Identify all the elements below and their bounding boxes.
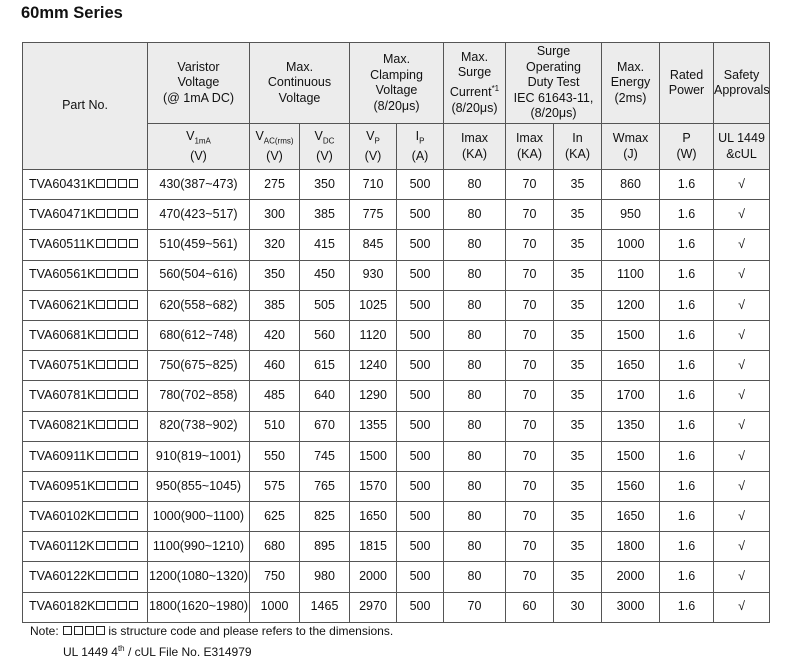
cell-p: 1.6 (660, 411, 714, 441)
cell-imax1: 80 (444, 562, 506, 592)
structure-code-boxes (95, 479, 138, 493)
cell-imax2: 70 (506, 562, 554, 592)
cell-ip: 500 (397, 592, 444, 622)
cell-imax2: 70 (506, 381, 554, 411)
cell-ul: √ (714, 200, 770, 230)
cell-vv: 1800(1620~1980) (148, 592, 250, 622)
max-clamping-voltage-header: Max. Clamping Voltage (8/20μs) (350, 43, 444, 124)
cell-in: 35 (554, 320, 602, 350)
table-row (23, 351, 770, 381)
cell-imax1: 80 (444, 502, 506, 532)
vdc-unit-header: $V_{DC}$ (V) (300, 124, 350, 170)
part-no-header: Part No. (23, 43, 148, 170)
part-number-cell (23, 502, 148, 532)
table-row (23, 290, 770, 320)
structure-code-boxes (95, 509, 138, 523)
cell-p: 1.6 (660, 532, 714, 562)
cell-vac: 625 (250, 502, 300, 532)
part-number: TVA60681K (29, 327, 96, 342)
max-surge-current-header: Max. Surge Current$^{*1}$ (8/20μs) (444, 43, 506, 124)
cell-wmax: 1650 (602, 502, 660, 532)
part-number: TVA60102K (29, 508, 96, 523)
cell-vv: 430(387~473) (148, 170, 250, 200)
part-number: TVA60471K (29, 207, 96, 222)
cell-vp: 2970 (350, 592, 397, 622)
cell-ip: 500 (397, 351, 444, 381)
part-number: TVA60781K (29, 388, 96, 403)
cell-vv: 780(702~858) (148, 381, 250, 411)
cell-ul: √ (714, 441, 770, 471)
cell-imax2: 70 (506, 441, 554, 471)
cell-ip: 500 (397, 532, 444, 562)
cell-in: 35 (554, 230, 602, 260)
cell-in: 35 (554, 290, 602, 320)
cell-p: 1.6 (660, 502, 714, 532)
cell-imax2: 70 (506, 411, 554, 441)
cell-imax2: 70 (506, 471, 554, 501)
cell-vdc: 385 (300, 200, 350, 230)
safety-approvals-header: Safety Approvals (714, 43, 770, 124)
cell-ul: √ (714, 411, 770, 441)
cell-ul: √ (714, 351, 770, 381)
cell-vdc: 615 (300, 351, 350, 381)
in-unit-header: In (KA) (554, 124, 602, 170)
cell-vdc: 825 (300, 502, 350, 532)
table-row (23, 562, 770, 592)
part-number-cell (23, 441, 148, 471)
cell-in: 35 (554, 170, 602, 200)
table-row (23, 471, 770, 501)
cell-imax1: 80 (444, 351, 506, 381)
cell-wmax: 1650 (602, 351, 660, 381)
cell-imax2: 70 (506, 200, 554, 230)
cell-vac: 460 (250, 351, 300, 381)
cell-vv: 620(558~682) (148, 290, 250, 320)
cell-vdc: 745 (300, 441, 350, 471)
cell-p: 1.6 (660, 562, 714, 592)
part-number-cell (23, 411, 148, 441)
cell-p: 1.6 (660, 441, 714, 471)
cell-imax1: 80 (444, 441, 506, 471)
cell-in: 35 (554, 471, 602, 501)
cell-vac: 275 (250, 170, 300, 200)
page-title: 60mm Series (21, 4, 123, 22)
cell-vac: 420 (250, 320, 300, 350)
cell-imax2: 70 (506, 532, 554, 562)
cell-imax1: 80 (444, 471, 506, 501)
part-number: TVA60561K (29, 267, 96, 282)
cell-ul: √ (714, 290, 770, 320)
rated-power-header: Rated Power (660, 43, 714, 124)
cell-vv: 1100(990~1210) (148, 532, 250, 562)
part-number-cell (23, 351, 148, 381)
cell-imax1: 80 (444, 381, 506, 411)
cell-ul: √ (714, 562, 770, 592)
part-number: TVA60112K (29, 539, 95, 554)
vp-unit-header: $V_P$ (V) (350, 124, 397, 170)
cell-wmax: 1350 (602, 411, 660, 441)
part-number: TVA60911K (29, 448, 95, 463)
cell-p: 1.6 (660, 230, 714, 260)
cell-vac: 350 (250, 260, 300, 290)
table-row (23, 230, 770, 260)
cell-imax1: 80 (444, 230, 506, 260)
cell-p: 1.6 (660, 200, 714, 230)
note-line-2: UL 1449 4th / cUL File No. E314979 (63, 644, 252, 659)
cell-ip: 500 (397, 290, 444, 320)
part-number-cell (23, 592, 148, 622)
cell-vac: 320 (250, 230, 300, 260)
part-number-cell (23, 562, 148, 592)
cell-wmax: 950 (602, 200, 660, 230)
cell-wmax: 2000 (602, 562, 660, 592)
structure-code-boxes (95, 328, 138, 342)
cell-vac: 575 (250, 471, 300, 501)
structure-code-boxes (95, 388, 138, 402)
cell-vp: 1290 (350, 381, 397, 411)
table-row (23, 260, 770, 290)
part-number-cell (23, 532, 148, 562)
cell-imax2: 70 (506, 230, 554, 260)
cell-wmax: 1000 (602, 230, 660, 260)
structure-code-boxes (95, 358, 138, 372)
cell-ip: 500 (397, 411, 444, 441)
cell-vv: 1200(1080~1320) (148, 562, 250, 592)
cell-vv: 470(423~517) (148, 200, 250, 230)
cell-p: 1.6 (660, 351, 714, 381)
cell-imax1: 80 (444, 532, 506, 562)
cell-p: 1.6 (660, 260, 714, 290)
cell-in: 35 (554, 532, 602, 562)
cell-vdc: 765 (300, 471, 350, 501)
structure-code-boxes (95, 237, 138, 251)
cell-ul: √ (714, 381, 770, 411)
cell-p: 1.6 (660, 592, 714, 622)
cell-vp: 1025 (350, 290, 397, 320)
part-number: TVA60122K (29, 569, 96, 584)
table-row (23, 381, 770, 411)
cell-vdc: 560 (300, 320, 350, 350)
cell-wmax: 1560 (602, 471, 660, 501)
structure-code-boxes (95, 569, 138, 583)
part-number-cell (23, 320, 148, 350)
cell-vv: 1000(900~1100) (148, 502, 250, 532)
cell-vac: 485 (250, 381, 300, 411)
header-row-names (23, 43, 770, 124)
cell-vac: 750 (250, 562, 300, 592)
cell-p: 1.6 (660, 290, 714, 320)
cell-wmax: 1100 (602, 260, 660, 290)
cell-ip: 500 (397, 471, 444, 501)
structure-code-boxes (95, 539, 138, 553)
table-row (23, 411, 770, 441)
cell-vp: 1815 (350, 532, 397, 562)
table-row (23, 592, 770, 622)
ip-unit-header: $I_P$ (A) (397, 124, 444, 170)
cell-p: 1.6 (660, 170, 714, 200)
cell-vdc: 670 (300, 411, 350, 441)
part-number: TVA60951K (29, 478, 96, 493)
cell-wmax: 1800 (602, 532, 660, 562)
cell-vdc: 1465 (300, 592, 350, 622)
structure-code-boxes (95, 599, 138, 613)
cell-vp: 1650 (350, 502, 397, 532)
table-row (23, 502, 770, 532)
table-row (23, 320, 770, 350)
cell-ul: √ (714, 592, 770, 622)
part-number-cell (23, 290, 148, 320)
cell-in: 30 (554, 592, 602, 622)
cell-vp: 845 (350, 230, 397, 260)
structure-code-boxes (95, 298, 138, 312)
cell-in: 35 (554, 441, 602, 471)
cell-in: 35 (554, 502, 602, 532)
cell-vp: 775 (350, 200, 397, 230)
cell-vdc: 895 (300, 532, 350, 562)
cell-ul: √ (714, 471, 770, 501)
cell-vac: 550 (250, 441, 300, 471)
spec-table (22, 42, 770, 623)
cell-imax1: 80 (444, 290, 506, 320)
cell-in: 35 (554, 381, 602, 411)
table-row (23, 170, 770, 200)
cell-vdc: 980 (300, 562, 350, 592)
footnote (30, 623, 393, 661)
cell-vdc: 505 (300, 290, 350, 320)
max-continuous-voltage-header: Max. Continuous Voltage (250, 43, 350, 124)
cell-ip: 500 (397, 230, 444, 260)
cell-vv: 510(459~561) (148, 230, 250, 260)
cell-wmax: 1500 (602, 320, 660, 350)
cell-imax2: 60 (506, 592, 554, 622)
cell-ul: √ (714, 260, 770, 290)
cell-vp: 1240 (350, 351, 397, 381)
cell-vv: 750(675~825) (148, 351, 250, 381)
table-row (23, 532, 770, 562)
part-number: TVA60511K (29, 237, 95, 252)
structure-code-boxes (95, 449, 138, 463)
cell-vac: 680 (250, 532, 300, 562)
power-unit-header: P (W) (660, 124, 714, 170)
cell-wmax: 860 (602, 170, 660, 200)
cell-wmax: 3000 (602, 592, 660, 622)
cell-vp: 1355 (350, 411, 397, 441)
part-number-cell (23, 170, 148, 200)
part-number: TVA60621K (29, 297, 96, 312)
cell-imax1: 80 (444, 260, 506, 290)
cell-ip: 500 (397, 200, 444, 230)
cell-imax1: 80 (444, 200, 506, 230)
cell-ul: √ (714, 502, 770, 532)
cell-ul: √ (714, 532, 770, 562)
part-number: TVA60182K (29, 599, 96, 614)
part-number-cell (23, 230, 148, 260)
cell-in: 35 (554, 411, 602, 441)
cell-vv: 680(612~748) (148, 320, 250, 350)
cell-vp: 2000 (350, 562, 397, 592)
surge-duty-test-header: Surge Operating Duty Test IEC 61643-11, (8/20μs) (506, 43, 602, 124)
cell-imax2: 70 (506, 290, 554, 320)
note-line-1: Note: is structure code and please refers to the dimensions. (30, 624, 394, 638)
imax-duty-unit-header: Imax (KA) (506, 124, 554, 170)
part-number-cell (23, 200, 148, 230)
cell-imax1: 70 (444, 592, 506, 622)
varistor-voltage-header: Varistor Voltage (@ 1mA DC) (148, 43, 250, 124)
cell-ip: 500 (397, 170, 444, 200)
cell-vp: 710 (350, 170, 397, 200)
cell-in: 35 (554, 260, 602, 290)
cell-ip: 500 (397, 502, 444, 532)
part-number: TVA60821K (29, 418, 96, 433)
cell-vp: 930 (350, 260, 397, 290)
cell-ip: 500 (397, 381, 444, 411)
cell-vdc: 350 (300, 170, 350, 200)
cell-imax2: 70 (506, 260, 554, 290)
cell-ul: √ (714, 230, 770, 260)
structure-code-boxes (62, 624, 105, 638)
part-number: TVA60751K (29, 357, 96, 372)
ul-unit-header: UL 1449 &cUL (714, 124, 770, 170)
cell-imax1: 80 (444, 170, 506, 200)
cell-vp: 1570 (350, 471, 397, 501)
part-number-cell (23, 260, 148, 290)
cell-ul: √ (714, 320, 770, 350)
part-number: TVA60431K (29, 176, 96, 191)
cell-vac: 385 (250, 290, 300, 320)
cell-p: 1.6 (660, 381, 714, 411)
cell-ip: 500 (397, 260, 444, 290)
cell-vdc: 450 (300, 260, 350, 290)
cell-vv: 560(504~616) (148, 260, 250, 290)
table-row (23, 200, 770, 230)
cell-wmax: 1200 (602, 290, 660, 320)
cell-vdc: 415 (300, 230, 350, 260)
cell-ip: 500 (397, 562, 444, 592)
cell-ul: √ (714, 170, 770, 200)
cell-vv: 820(738~902) (148, 411, 250, 441)
cell-imax2: 70 (506, 170, 554, 200)
vac-unit-header: $V_{AC(rms)}$ (V) (250, 124, 300, 170)
cell-vdc: 640 (300, 381, 350, 411)
structure-code-boxes (95, 418, 138, 432)
cell-ip: 500 (397, 320, 444, 350)
max-energy-header: Max. Energy (2ms) (602, 43, 660, 124)
cell-ip: 500 (397, 441, 444, 471)
cell-in: 35 (554, 562, 602, 592)
cell-imax2: 70 (506, 320, 554, 350)
cell-wmax: 1700 (602, 381, 660, 411)
cell-vp: 1120 (350, 320, 397, 350)
cell-wmax: 1500 (602, 441, 660, 471)
imax-surge-unit-header: Imax (KA) (444, 124, 506, 170)
v1ma-unit-header: $V_{1mA}$ (V) (148, 124, 250, 170)
wmax-unit-header: Wmax (J) (602, 124, 660, 170)
cell-p: 1.6 (660, 320, 714, 350)
cell-imax1: 80 (444, 320, 506, 350)
cell-in: 35 (554, 200, 602, 230)
part-number-cell (23, 381, 148, 411)
cell-vv: 950(855~1045) (148, 471, 250, 501)
cell-in: 35 (554, 351, 602, 381)
cell-vac: 1000 (250, 592, 300, 622)
cell-vp: 1500 (350, 441, 397, 471)
cell-p: 1.6 (660, 471, 714, 501)
cell-imax2: 70 (506, 502, 554, 532)
cell-imax2: 70 (506, 351, 554, 381)
cell-vac: 510 (250, 411, 300, 441)
cell-vac: 300 (250, 200, 300, 230)
structure-code-boxes (95, 177, 138, 191)
structure-code-boxes (95, 267, 138, 281)
cell-vv: 910(819~1001) (148, 441, 250, 471)
part-number-cell (23, 471, 148, 501)
structure-code-boxes (95, 207, 138, 221)
table-row (23, 441, 770, 471)
cell-imax1: 80 (444, 411, 506, 441)
